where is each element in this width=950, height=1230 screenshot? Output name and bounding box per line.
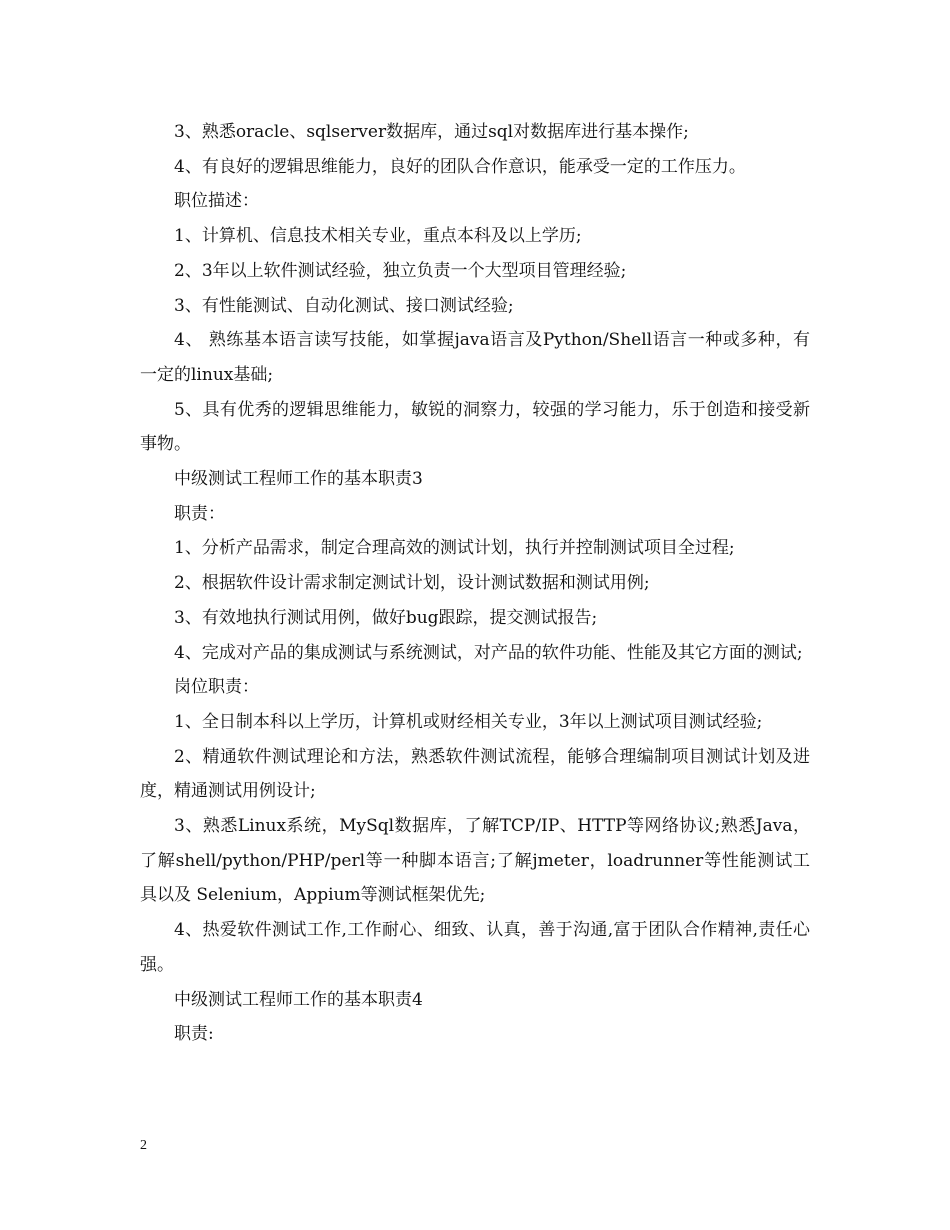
page-number: 2 — [140, 1138, 147, 1153]
paragraph: 3、有效地执行测试用例，做好bug跟踪，提交测试报告; — [174, 607, 598, 628]
paragraph: 2、根据软件设计需求制定测试计划，设计测试数据和测试用例; — [174, 573, 650, 594]
paragraph: 4、有良好的逻辑思维能力，良好的团队合作意识，能承受一定的工作压力。 — [174, 156, 746, 177]
section-heading: 职位描述： — [174, 191, 259, 212]
paragraph: 2、精通软件测试理论和方法，熟悉软件测试流程，能够合理编制项目测试计划及进度，精通测试用例设计; — [140, 746, 810, 802]
paragraph: 3、熟悉oracle、sqlserver数据库，通过sql对数据库进行基本操作; — [174, 122, 689, 142]
paragraph: 4、热爱软件测试工作,工作耐心、细致、认真，善于沟通,富于团队合作精神,责任心强。 — [140, 920, 810, 975]
paragraph: 1、全日制本科以上学历，计算机或财经相关专业，3年以上测试项目测试经验; — [174, 711, 763, 732]
paragraph: 1、计算机、信息技术相关专业，重点本科及以上学历; — [174, 226, 582, 247]
section-title: 中级测试工程师工作的基本职责3 — [174, 469, 423, 490]
document-body — [140, 115, 810, 1052]
section-heading: 职责： — [174, 503, 225, 524]
section-heading: 岗位职责： — [174, 677, 259, 698]
paragraph: 3、熟悉Linux系统，MySql数据库，了解TCP/IP、HTTP等网络协议;熟悉Java，了解shell/python/PHP/perl等一种脚本语言;了解jmeter，loadrunner等性能测试工具以及 Selenium，Appium等测试框架优先; — [140, 816, 810, 906]
paragraph: 3、有性能测试、自动化测试、接口测试经验; — [174, 295, 514, 316]
paragraph: 1、分析产品需求，制定合理高效的测试计划，执行并控制测试项目全过程; — [174, 538, 735, 559]
paragraph: 4、完成对产品的集成测试与系统测试，对产品的软件功能、性能及其它方面的测试; — [174, 642, 803, 663]
section-heading: 职责: — [174, 1024, 214, 1045]
paragraph: 5、具有优秀的逻辑思维能力，敏锐的洞察力，较强的学习能力，乐于创造和接受新事物。 — [140, 399, 810, 455]
section-title: 中级测试工程师工作的基本职责4 — [174, 989, 423, 1010]
paragraph: 4、 熟练基本语言读写技能，如掌握java语言及Python/Shell语言一种或多种，有一定的linux基础; — [140, 330, 810, 385]
paragraph: 2、3年以上软件测试经验，独立负责一个大型项目管理经验; — [174, 260, 627, 281]
